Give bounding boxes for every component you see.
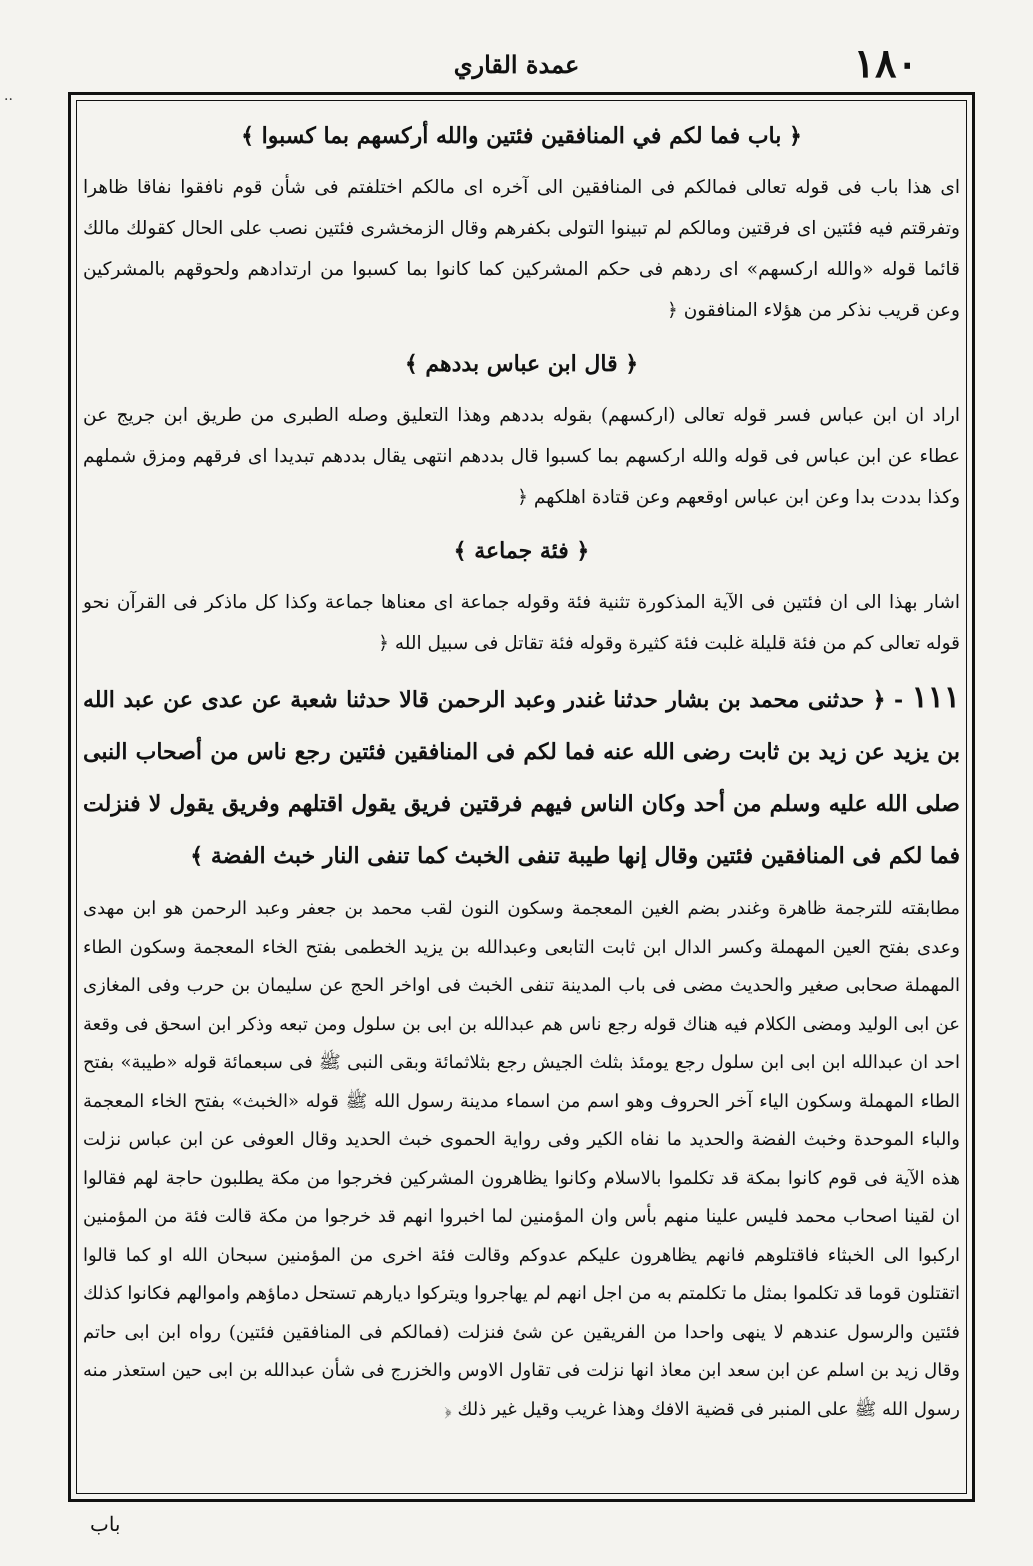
section-heading: ﴿ قال ابن عباس بددهم ﴾ <box>404 351 639 377</box>
section-body: اشار بهذا الى ان فئتين فى الآية المذكورة تثنية فئة وقوله جماعة اى معناها جماعة وكذا كل ماذكر فى القرآن نحو قوله تعالى كم من فئة قليلة غلبت فئة كثيرة وقوله فئة تقاتل فى سبيل الله ﴿ <box>83 592 960 654</box>
text-frame <box>68 92 975 1502</box>
commentary: مطابقته للترجمة ظاهرة وغندر بضم الغين المعجمة وسكون النون لقب محمد بن جعفر وعبد الرحمن هو ابن مهدى وعدى بفتح العين المهملة وكسر الدال ابن ثابت التابعى وعبدالله بن يزيد الخطمى بفتح الخاء المعجمة وسكون الطاء المهملة صحابى صغير والحديث مضى فى باب المدينة تنفى الخبث فى اواخر الحج عن سليمان بن حرب وفى المغازى عن ابى الوليد ومضى الكلام فيه هناك قوله رجع ناس هم عبدالله بن ابى بن سلول ومن تبعه وذكر ابن اسحق فى وقعة احد ان عبدالله ابن ابى ابن سلول رجع يومئذ بثلث الجيش رجع بثلاثمائة وبقى النبى ﷺ فى سبعمائة قوله «طيبة» بفتح الطاء المهملة وسكون الياء آخر الحروف وهو اسم من اسماء مدينة رسول الله ﷺ قوله «الخبث» بفتح الخاء المعجمة والباء الموحدة وخبث الفضة والحديد ما نفاه الكير وفى رواية الحموى خبث الحديد وقال العوفى عن ابن عباس نزلت هذه الآية فى قوم كانوا بمكة قد تكلموا بالاسلام وكانوا يظاهرون المشركين فخرجوا من مكة يطلبون حاجة لهم فقالوا ان لقينا اصحاب محمد فليس علينا منهم بأس وان المؤمنين لما اخبروا انهم قد خرجوا من مكة قالت فئة من المؤمنين اركبوا الى الخبثاء فاقتلوهم فانهم يظاهرون عليكم عدوكم وقالت فئة اخرى من المؤمنين سبحان الله او كما قالوا اتقتلون قوما قد تكلموا بمثل ما تكلمتم به من اجل انهم لم يهاجروا ويتركوا ديارهم تستحل دماؤهم واموالهم فكانوا كذلك فئتين والرسول عندهم لا ينهى واحدا من الفريقين عن شئ فنزلت (فمالكم فى المنافقين فئتين) رواه ابن ابى حاتم وقال زيد بن اسلم عن ابن سعد ابن معاذ انها نزلت فى تقاول الاوس والخزرج فى شأن عبدالله بن ابى حين استعذر منه رسول الله ﷺ على المنبر فى قضية الافك وهذا غريب وقيل غير ذلك ﴿ <box>83 898 960 1420</box>
page-content <box>83 103 960 1491</box>
hadith-text: ﴿ حدثنى محمد بن بشار حدثنا غندر وعبد الرحمن قالا حدثنا شعبة عن عدى عن عبد الله بن يزيد عن زيد بن ثابت رضى الله عنه فما لكم فى المنافقين فئتين رجع ناس من أصحاب النبى صلى الله عليه وسلم من أحد وكان الناس فيهم فرقتين فريق يقول اقتلهم وفريق يقول لا فنزلت فما لكم فى المنافقين فئتين وقال إنها طيبة تنفى الخبث كما تنفى النار خبث الفضة ﴾ <box>83 687 960 869</box>
catchword: باب <box>90 1512 121 1536</box>
section-body: اى هذا باب فى قوله تعالى فمالكم فى المنافقين الى آخره اى مالكم اختلفتم فى شأن قوم نافقوا نفاقا ظاهرا وتفرقتم فيه فئتين اى فرقتين ومالكم لم تبينوا التولى بكفرهم وقال الزمخشرى فئتين نصب على الحال كقولك مالك قائما قوله «والله اركسهم» اى ردهم فى حكم المشركين كما كانوا بما كسبوا من ارتدادهم ولحوقهم بالمشركين وعن قريب نذكر من هؤلاء المنافقون ﴿ <box>83 177 960 321</box>
hadith-number: ١١١ <box>911 680 960 715</box>
section-heading: ﴿ باب فما لكم في المنافقين فئتين والله أركسهم بما كسبوا ﴾ <box>241 123 802 149</box>
hadith-separator: - <box>885 687 904 713</box>
running-title: عمدة القاري <box>453 50 580 79</box>
hadith-block <box>83 672 960 882</box>
section-heading: ﴿ فئة جماعة ﴾ <box>453 538 590 564</box>
page-header <box>60 40 973 90</box>
margin-mark: ·· <box>4 92 13 108</box>
section-body: اراد ان ابن عباس فسر قوله تعالى (اركسهم) بقوله بددهم وهذا التعليق وصله الطبرى من طريق ابن جريج عن عطاء عن ابن عباس فى قوله والله اركسهم بما كسبوا قال بددهم انتهى يقال بددهم تبديدا اى فرقهم ومزق شملهم وكذا بددت بدا وعن ابن عباس اوقعهم وعن قتادة اهلكهم ﴿ <box>83 405 960 508</box>
page-number: ١٨٠ <box>853 40 918 87</box>
